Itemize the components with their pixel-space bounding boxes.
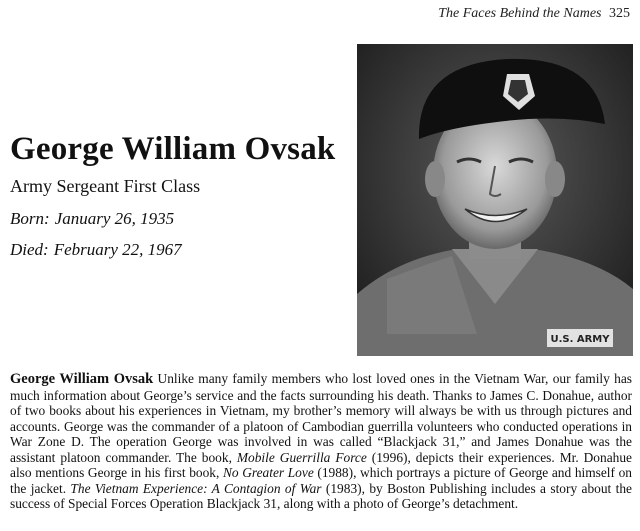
biography-paragraph (10, 371, 632, 512)
bio-text-3: (1988), which portrays a picture of George and himself on the jacket. (10, 465, 632, 496)
running-head (438, 6, 630, 22)
page-number: 325 (609, 6, 630, 21)
bio-book-title-1: Mobile Guerrilla Force (236, 449, 367, 465)
died-line (10, 240, 182, 260)
portrait-illustration (357, 44, 633, 356)
bio-text-4: (1983), by Boston Publishing includes a story about the success of Special Forces Operation Blackjack 31, along with a photo of George’s detachment. (10, 480, 632, 511)
portrait-photo (357, 44, 633, 356)
bio-text-1: Unlike many family members who lost loved ones in the Vietnam War, our family has much information about George’s service and the facts surrounding his death. Thanks to James C. Donahue, author of two books about his experiences in Vietnam, my brother’s memory will always be with us through pictures and accounts. George was the commander of a platoon of Cambodian guerrilla volunteers who conducted operations in War Zone D. The operation George was involved in was called “Blackjack 31,” and James Donahue was the assistant platoon commander. The book, (10, 371, 632, 465)
bio-lead-name: George William Ovsak (10, 371, 154, 387)
born-label: Born: (10, 209, 50, 228)
died-label: Died: (10, 240, 49, 259)
person-rank: Army Sergeant First Class (10, 176, 201, 196)
born-line (10, 209, 174, 229)
born-date: January 26, 1935 (54, 209, 175, 228)
died-date: February 22, 1967 (53, 240, 182, 259)
bio-book-title-3: The Vietnam Experience: A Contagion of War (70, 480, 322, 496)
running-head-title: The Faces Behind the Names (438, 6, 602, 21)
bio-text-2: (1996), depicts their experiences. Mr. Donahue also mentions George in his first book, (10, 449, 632, 480)
uniform-tape-text: U.S. ARMY (550, 334, 610, 345)
person-name-heading: George William Ovsak (10, 131, 336, 167)
bio-book-title-2: No Greater Love (222, 465, 314, 480)
